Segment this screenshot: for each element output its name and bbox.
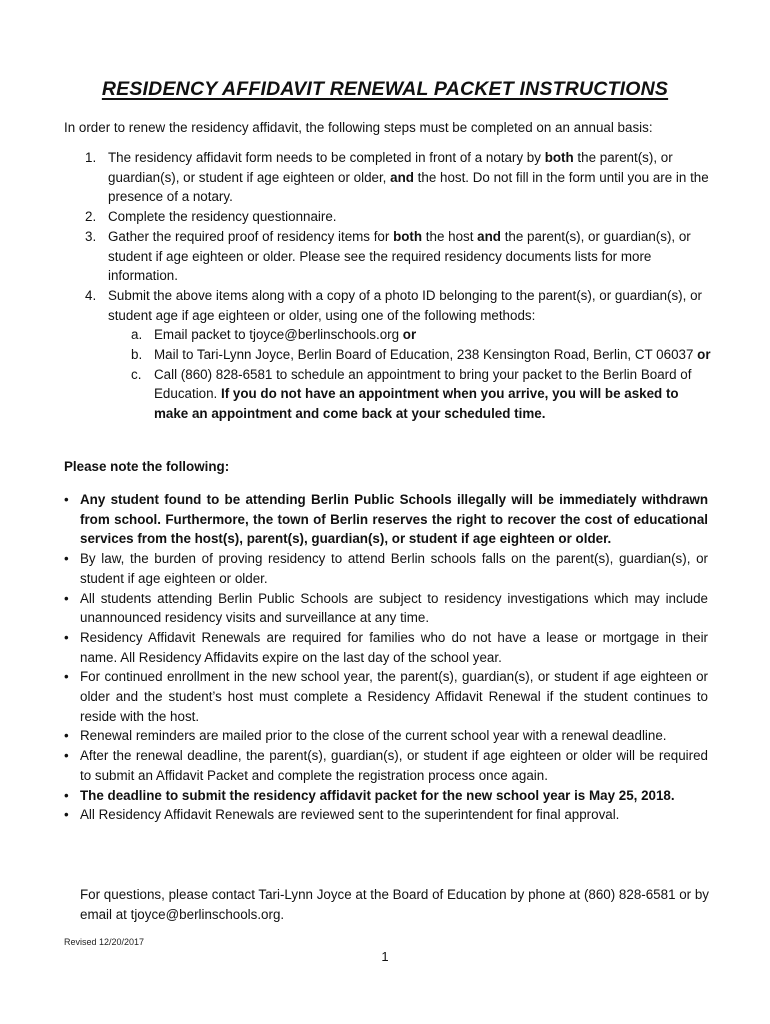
note-item bbox=[64, 490, 708, 549]
method-text bbox=[154, 325, 714, 345]
note-item bbox=[64, 549, 708, 588]
text-run: the parent(s), or guardian(s), or student if age eighteen or older, bbox=[108, 150, 673, 185]
step-number: 1. bbox=[85, 150, 97, 165]
note-item bbox=[64, 589, 708, 628]
bullet-icon: • bbox=[64, 590, 69, 606]
note-item bbox=[64, 786, 708, 806]
text-run: Renewal reminders are mailed prior to the close of the current school year with a renewal deadline. bbox=[80, 728, 667, 744]
text-run: All Residency Affidavit Renewals are reviewed sent to the superintendent for final approval. bbox=[80, 807, 620, 823]
method-text bbox=[154, 345, 714, 365]
step-text bbox=[108, 227, 714, 286]
notes-list bbox=[64, 490, 708, 825]
text-run: Mail to Tari-Lynn Joyce, Berlin Board of Education, 238 Kensington Road, Berlin, CT 06037 bbox=[154, 347, 698, 363]
note-text bbox=[80, 490, 708, 549]
bullet-icon: • bbox=[64, 629, 69, 645]
note-text bbox=[80, 805, 708, 825]
bullet-icon: • bbox=[64, 551, 69, 567]
step-text bbox=[108, 148, 714, 207]
method-item bbox=[108, 325, 714, 345]
steps-list bbox=[64, 148, 714, 424]
method-letter: c. bbox=[131, 366, 142, 382]
text-run: By law, the burden of proving residency to attend Berlin schools falls on the parent(s), guardian(s), or student if age eighteen or older. bbox=[80, 551, 708, 586]
bullet-icon: • bbox=[64, 748, 69, 764]
step-number: 3. bbox=[85, 228, 97, 244]
note-heading: Please note the following: bbox=[64, 459, 230, 474]
bold-text: The deadline to submit the residency affidavit packet for the new school year is May 25, 2018. bbox=[80, 787, 675, 803]
note-item bbox=[64, 667, 708, 726]
note-item bbox=[64, 805, 708, 825]
bold-text: Any student found to be attending Berlin Public Schools illegally will be immediately withdrawn from school. Furthermore, the town of Berlin reserves the right to recover the cost of educational services from the host(s), parent(s), guardian(s), or student if age eighteen or older. bbox=[80, 492, 708, 547]
method-item bbox=[108, 365, 714, 424]
text-run: the host bbox=[422, 228, 478, 244]
step-item bbox=[64, 227, 714, 286]
bold-text: If you do not have an appointment when you arrive, you will be asked to make an appointment and come back at your scheduled time. bbox=[154, 386, 679, 422]
note-text bbox=[80, 726, 708, 746]
note-text bbox=[80, 549, 708, 588]
text-run: Email packet to tjoyce@berlinschools.org bbox=[154, 327, 403, 343]
text-run: Gather the required proof of residency items for bbox=[108, 228, 394, 244]
step-item bbox=[64, 286, 714, 424]
text-run: The residency affidavit form needs to be completed in front of a notary by bbox=[108, 150, 545, 165]
page-title: RESIDENCY AFFIDAVIT RENEWAL PACKET INSTRUCTIONS bbox=[101, 78, 669, 100]
note-item bbox=[64, 628, 708, 667]
step-number: 2. bbox=[85, 209, 97, 225]
text-run: All students attending Berlin Public Schools are subject to residency investigations which may include unannounced residency visits and surveillance at any time. bbox=[80, 590, 708, 626]
method-list bbox=[108, 325, 714, 424]
note-item bbox=[64, 746, 708, 785]
text-run: the parent(s), or guardian(s), or student if age eighteen or older. Please see the required residency documents lists for more information. bbox=[108, 228, 691, 284]
contact-paragraph: For questions, please contact Tari-Lynn Joyce at the Board of Education by phone at (860) 828-6581 or by email at tjoyce@berlinschools.org. bbox=[80, 887, 710, 922]
bold-text: or bbox=[402, 327, 417, 343]
text-run: Residency Affidavit Renewals are required for families who do not have a lease or mortgage in their name. All Residency Affidavits expire on the last day of the school year. bbox=[80, 629, 708, 665]
step-item bbox=[64, 148, 714, 207]
bold-text: and bbox=[477, 228, 501, 244]
text-run: For continued enrollment in the new school year, the parent(s), guardian(s), or student if age eighteen or older and the student’s host must complete a Residency Affidavit Renewal if the student continues to reside with the host. bbox=[80, 669, 708, 724]
text-run: Complete the residency questionnaire. bbox=[108, 209, 337, 225]
step-number: 4. bbox=[85, 287, 97, 303]
bullet-icon: • bbox=[64, 492, 69, 507]
note-text bbox=[80, 786, 708, 806]
method-letter: a. bbox=[131, 327, 143, 343]
revision-date: Revised 12/20/2017 bbox=[64, 937, 145, 947]
bold-text: or bbox=[697, 347, 711, 363]
page-number: 1 bbox=[381, 949, 389, 964]
method-item bbox=[108, 345, 714, 365]
bullet-icon: • bbox=[64, 807, 69, 823]
intro-paragraph: In order to renew the residency affidavit, the following steps must be completed on an annual basis: bbox=[64, 120, 653, 135]
text-run: the host. Do not fill in the form until you are in the presence of a notary. bbox=[108, 169, 709, 205]
bullet-icon: • bbox=[64, 787, 69, 803]
bullet-icon: • bbox=[64, 669, 69, 685]
text-run: Submit the above items along with a copy of a photo ID belonging to the parent(s), or guardian(s), or student age if age eighteen or older, using one of the following methods: bbox=[108, 287, 702, 323]
note-item bbox=[64, 726, 708, 746]
text-run: After the renewal deadline, the parent(s), guardian(s), or student if age eighteen or older will be required to submit an Affidavit Packet and complete the registration process once again. bbox=[80, 748, 708, 783]
text-run: Call (860) 828-6581 to schedule an appointment to bring your packet to the Berlin Board of Education. bbox=[154, 366, 692, 402]
note-text bbox=[80, 746, 708, 785]
step-text bbox=[108, 207, 714, 227]
method-letter: b. bbox=[131, 347, 143, 363]
note-text bbox=[80, 667, 708, 726]
bullet-icon: • bbox=[64, 728, 69, 744]
bold-text: and bbox=[390, 169, 414, 185]
step-item bbox=[64, 207, 714, 227]
note-text bbox=[80, 628, 708, 667]
method-text bbox=[154, 365, 714, 424]
note-text bbox=[80, 589, 708, 628]
bold-text: both bbox=[393, 228, 423, 244]
bold-text: both bbox=[544, 150, 574, 165]
step-text bbox=[108, 286, 714, 325]
